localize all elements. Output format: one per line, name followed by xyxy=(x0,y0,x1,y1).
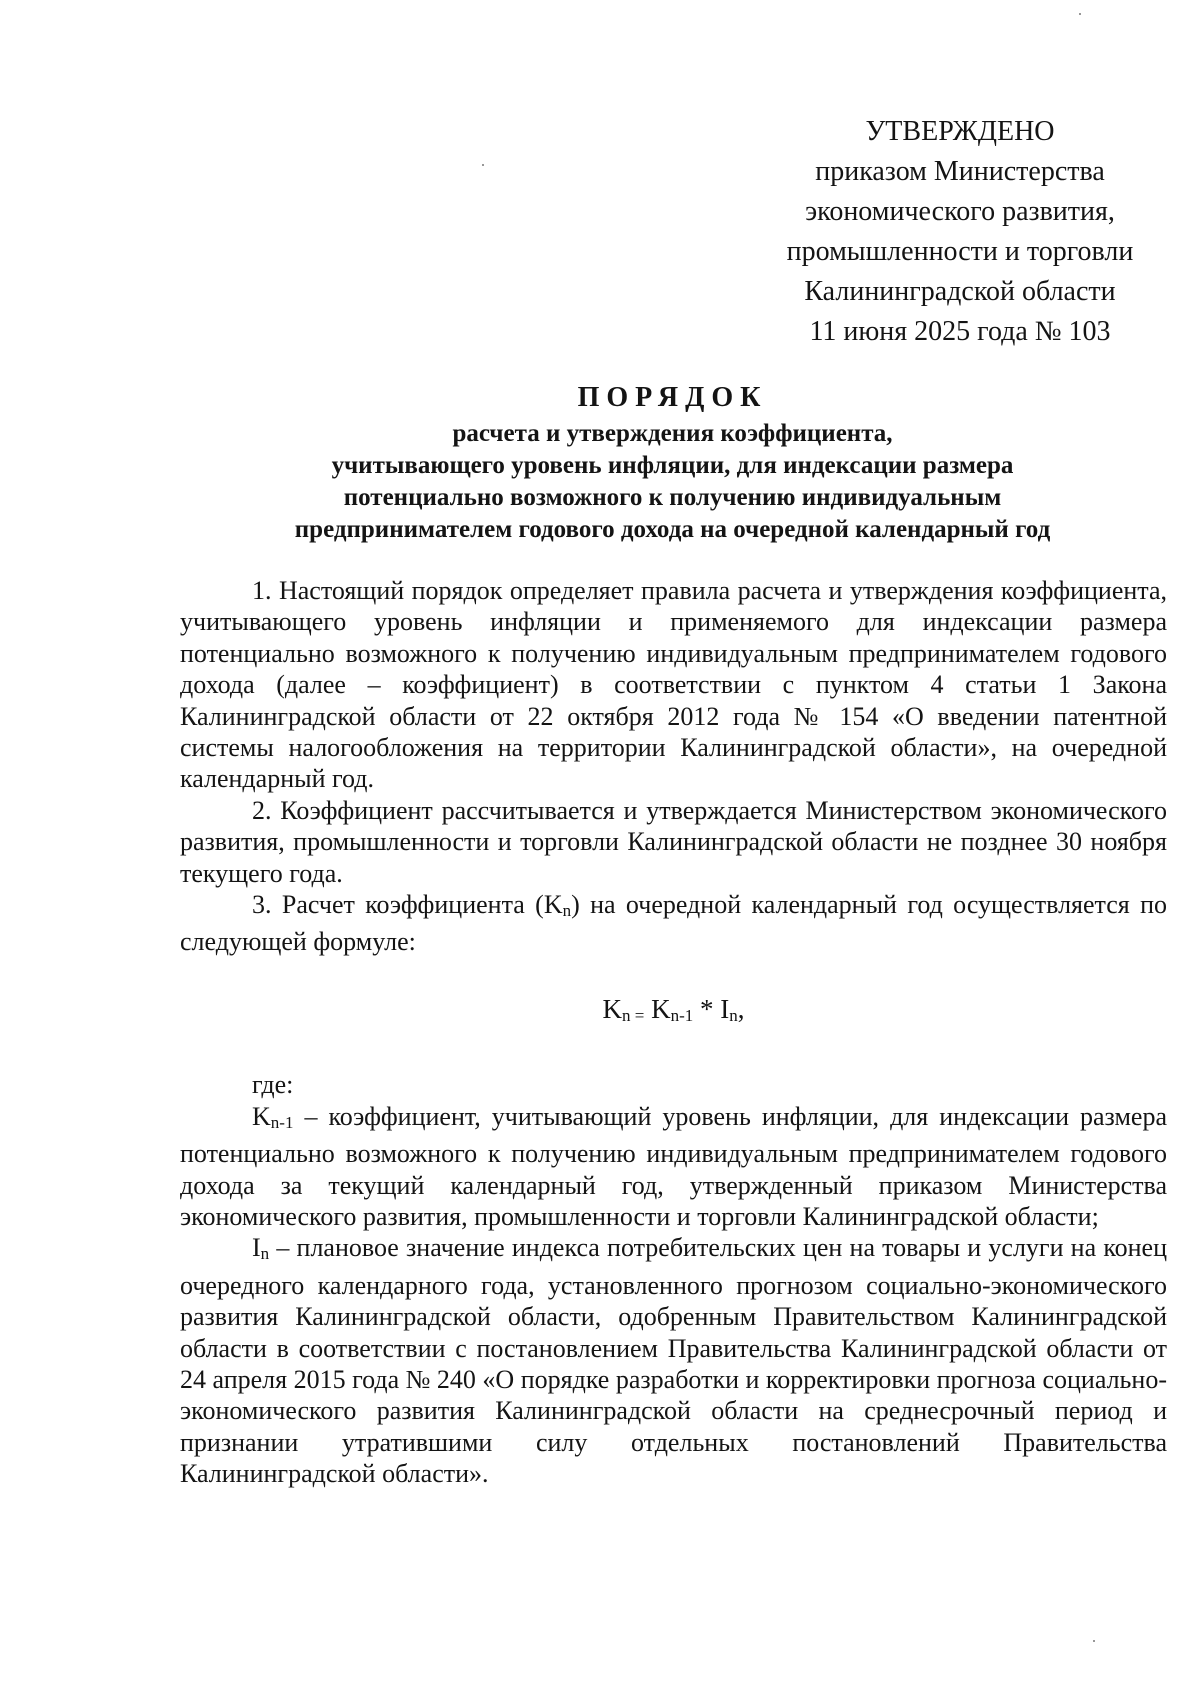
approval-line: приказом Министерства xyxy=(815,156,1105,187)
definition-i xyxy=(180,1232,1167,1489)
formula-k: K xyxy=(602,993,622,1024)
formula-k-subscript: n = xyxy=(621,1005,645,1025)
definition-symbol: I xyxy=(252,1233,261,1263)
approval-heading: УТВЕРЖДЕНО xyxy=(865,116,1055,147)
subscript: n xyxy=(562,901,572,921)
document-title xyxy=(180,380,1165,546)
definition-subscript: n xyxy=(260,1244,270,1264)
scan-speck xyxy=(1093,1640,1095,1642)
title-heading: ПОРЯДОК xyxy=(577,382,768,413)
paragraph-1: 1. Настоящий порядок определяет правила расчета и утверждения коэффициента, учитывающего уровень инфляции и применяемого для индексации размера потенциально возможного к получению индивидуальным предпринимателем годового дохода (далее – коэффициент) в соответствии с пунктом 4 статьи 1 Закона Калининградской области от 22 октября 2012 года № 154 «О введении патентной системы налогообложения на территории Калининградской области», на очередной календарный год. xyxy=(180,576,1167,794)
paragraph-3 xyxy=(180,889,1167,958)
scan-speck xyxy=(1079,13,1081,15)
paragraph-3-end: ) на очередной календарный год осуществляется по следующей формуле: xyxy=(180,890,1167,957)
definition-text: – коэффициент, учитывающий уровень инфляции, для индексации размера потенциально возможного к получению индивидуальным предпринимателем годового дохода за текущий календарный год, утвержденный приказом Министерства экономического развития, промышленности и торговли Калининградской области; xyxy=(180,1101,1167,1231)
paragraph-2: 2. Коэффициент рассчитывается и утверждается Министерством экономического развития, промышленности и торговли Калининградской области не позднее 30 ноября текущего года. xyxy=(180,795,1167,888)
definition-k-prev xyxy=(180,1101,1167,1233)
formula-i-subscript: n xyxy=(729,1005,738,1025)
scan-speck xyxy=(482,164,484,166)
title-line: предпринимателем годового дохода на очередной календарный год xyxy=(294,516,1051,543)
approval-line: экономического развития, xyxy=(805,196,1115,227)
approval-line: Калининградской области xyxy=(804,276,1116,307)
title-line: учитывающего уровень инфляции, для индексации размера xyxy=(331,452,1014,479)
approval-stamp-block xyxy=(750,112,1170,352)
paragraph-3-start: 3. Расчет коэффициента (K xyxy=(252,890,563,920)
approval-line: промышленности и торговли xyxy=(786,236,1134,267)
formula-times-i: * I xyxy=(693,993,730,1024)
formula-k-prev-subscript: n-1 xyxy=(670,1005,694,1025)
formula xyxy=(180,994,1167,1031)
where-label: где: xyxy=(252,1070,294,1100)
formula-end: , xyxy=(737,993,745,1024)
title-line: расчета и утверждения коэффициента, xyxy=(452,420,893,447)
definition-subscript: n-1 xyxy=(270,1112,294,1132)
formula-k-prev: K xyxy=(644,993,671,1024)
title-line: потенциально возможного к получению индивидуальным xyxy=(343,484,1002,511)
definition-symbol: K xyxy=(252,1101,271,1131)
document-body xyxy=(180,575,1167,1490)
approval-date-number: 11 июня 2025 года № 103 xyxy=(809,316,1111,347)
definition-text: – плановое значение индекса потребительских цен на товары и услуги на конец очередного календарного года, установленного прогнозом социально-экономического развития Калининградской области, одобренным Правительством Калининградской области в соответствии с постановлением Правительства Калининградской области от 24 апреля 2015 года № 240 «О порядке разработки и корректировки прогноза социально-экономического развития Калининградской области на среднесрочный период и признании утратившими силу отдельных постановлений Правительства Калининградской области». xyxy=(180,1233,1167,1489)
